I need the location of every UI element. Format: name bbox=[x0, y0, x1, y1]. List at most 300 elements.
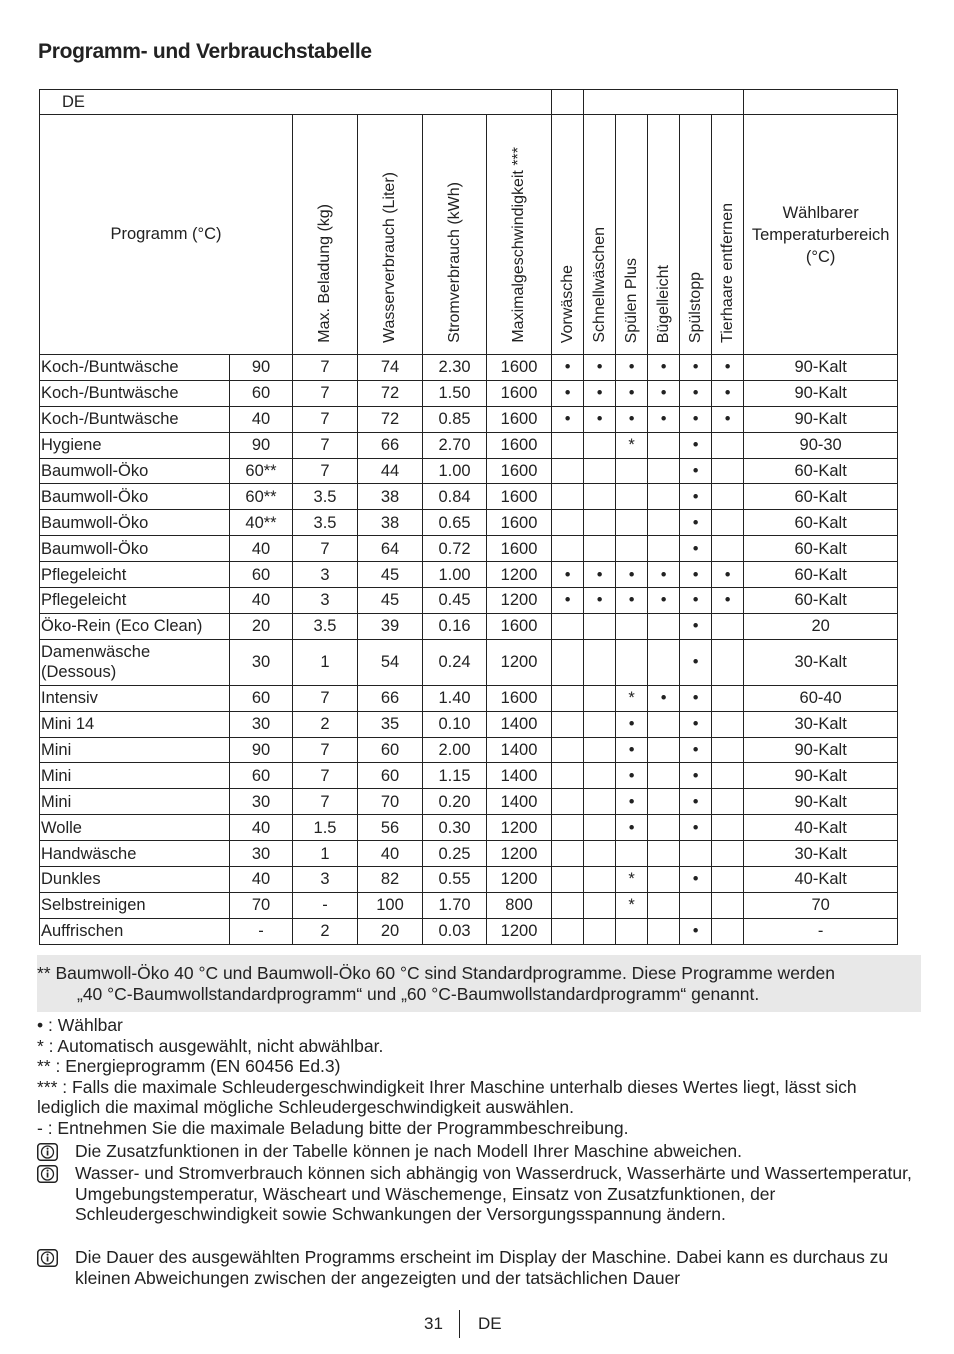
table-cell: * bbox=[616, 892, 648, 918]
table-cell: 90-30 bbox=[744, 432, 898, 458]
table-cell: 30-Kalt bbox=[744, 639, 898, 685]
table-cell bbox=[552, 737, 584, 763]
table-cell: 1200 bbox=[487, 841, 552, 867]
table-cell bbox=[648, 892, 680, 918]
table-cell: • bbox=[616, 380, 648, 406]
table-cell: 56 bbox=[358, 815, 423, 841]
legend-item: - : Entnehmen Sie die maximale Beladung bitte der Programmbeschreibung. bbox=[37, 1117, 629, 1138]
table-cell: • bbox=[584, 562, 616, 588]
table-cell: 60 bbox=[358, 737, 423, 763]
program-name-cell: Damenwäsche (Dessous) bbox=[40, 639, 230, 685]
table-cell: 90 bbox=[230, 355, 293, 381]
table-cell: 1600 bbox=[487, 613, 552, 639]
table-cell: • bbox=[712, 562, 744, 588]
table-cell: 7 bbox=[293, 458, 358, 484]
header-prewash: Vorwäsche bbox=[558, 264, 576, 343]
info-icon bbox=[37, 1143, 58, 1161]
table-cell: 7 bbox=[293, 355, 358, 381]
table-cell: 90-Kalt bbox=[744, 789, 898, 815]
info-note-3 bbox=[37, 1247, 921, 1288]
header-speed: Maximalgeschwindigkeit *** bbox=[510, 147, 528, 343]
table-cell: • bbox=[552, 380, 584, 406]
legend-item: lediglich die maximal mögliche Schleudergeschwindigkeit auswählen. bbox=[37, 1097, 574, 1117]
table-cell bbox=[584, 815, 616, 841]
table-cell: 0.72 bbox=[423, 536, 487, 562]
table-cell: • bbox=[648, 355, 680, 381]
table-cell bbox=[712, 639, 744, 685]
info-icon bbox=[37, 1249, 58, 1267]
table-cell bbox=[616, 613, 648, 639]
header-rinsehold: Spülstopp bbox=[686, 271, 704, 343]
table-cell bbox=[648, 432, 680, 458]
header-water: Wasserverbrauch (Liter) bbox=[381, 171, 398, 343]
table-cell: • bbox=[680, 639, 712, 685]
table-cell bbox=[712, 892, 744, 918]
table-cell: 60-Kalt bbox=[744, 510, 898, 536]
table-cell bbox=[552, 510, 584, 536]
table-cell: 74 bbox=[358, 355, 423, 381]
table-cell: 3 bbox=[293, 588, 358, 614]
table-cell: • bbox=[616, 737, 648, 763]
header-pethair: Tierhaare entfernen bbox=[718, 203, 736, 343]
table-cell: • bbox=[584, 380, 616, 406]
table-cell bbox=[584, 711, 616, 737]
table-cell: 40-Kalt bbox=[744, 815, 898, 841]
table-cell: 1.5 bbox=[293, 815, 358, 841]
table-cell: * bbox=[616, 685, 648, 711]
table-cell: 3.5 bbox=[293, 613, 358, 639]
page-title: Programm- und Verbrauchstabelle bbox=[38, 40, 372, 63]
table-cell bbox=[648, 639, 680, 685]
table-cell: 20 bbox=[230, 613, 293, 639]
table-cell: 70 bbox=[744, 892, 898, 918]
table-cell: 100 bbox=[358, 892, 423, 918]
table-row bbox=[40, 484, 898, 510]
table-cell: 1.15 bbox=[423, 763, 487, 789]
info-note-2 bbox=[37, 1163, 921, 1225]
table-cell: 82 bbox=[358, 867, 423, 893]
table-cell bbox=[680, 841, 712, 867]
table-cell: 1400 bbox=[487, 789, 552, 815]
table-cell: 3.5 bbox=[293, 484, 358, 510]
program-name-cell: Öko-Rein (Eco Clean) bbox=[40, 613, 230, 639]
table-row bbox=[40, 406, 898, 432]
table-row bbox=[40, 841, 898, 867]
table-cell bbox=[648, 867, 680, 893]
program-name-cell: Baumwoll-Öko bbox=[40, 510, 230, 536]
table-cell: 1.00 bbox=[423, 458, 487, 484]
table-cell bbox=[648, 510, 680, 536]
table-cell bbox=[584, 510, 616, 536]
table-cell: 1600 bbox=[487, 458, 552, 484]
header-power: Stromverbrauch (kWh) bbox=[445, 182, 463, 343]
table-cell bbox=[616, 510, 648, 536]
page-number: 31 bbox=[424, 1314, 443, 1333]
table-cell: 60 bbox=[230, 380, 293, 406]
table-cell: 3 bbox=[293, 562, 358, 588]
table-cell bbox=[584, 892, 616, 918]
table-cell: • bbox=[680, 536, 712, 562]
legend-item: * : Automatisch ausgewählt, nicht abwählbar. bbox=[37, 1035, 384, 1056]
table-cell: 0.30 bbox=[423, 815, 487, 841]
table-cell: 60-Kalt bbox=[744, 458, 898, 484]
table-cell bbox=[584, 789, 616, 815]
table-cell: • bbox=[616, 789, 648, 815]
table-cell: 1200 bbox=[487, 918, 552, 944]
table-cell: 1400 bbox=[487, 711, 552, 737]
table-cell: 1.40 bbox=[423, 685, 487, 711]
table-cell bbox=[584, 763, 616, 789]
table-cell: • bbox=[552, 588, 584, 614]
header-iron: Bügelleicht bbox=[654, 264, 672, 343]
table-cell: 1400 bbox=[487, 737, 552, 763]
table-cell: 0.25 bbox=[423, 841, 487, 867]
table-cell: 90-Kalt bbox=[744, 763, 898, 789]
table-cell: 7 bbox=[293, 685, 358, 711]
table-cell: • bbox=[680, 562, 712, 588]
table-cell: • bbox=[680, 380, 712, 406]
table-cell bbox=[712, 841, 744, 867]
table-cell: 30-Kalt bbox=[744, 711, 898, 737]
table-cell: 1600 bbox=[487, 510, 552, 536]
table-cell bbox=[712, 763, 744, 789]
table-cell: 1200 bbox=[487, 815, 552, 841]
table-cell: 54 bbox=[358, 639, 423, 685]
table-cell: 30-Kalt bbox=[744, 841, 898, 867]
table-cell bbox=[648, 789, 680, 815]
table-cell bbox=[712, 867, 744, 893]
program-name-cell: Selbstreinigen bbox=[40, 892, 230, 918]
table-cell: * bbox=[616, 867, 648, 893]
table-row bbox=[40, 918, 898, 944]
table-cell bbox=[584, 867, 616, 893]
table-cell bbox=[712, 510, 744, 536]
table-cell: • bbox=[680, 815, 712, 841]
program-name-cell: Koch-/Buntwäsche bbox=[40, 380, 230, 406]
table-cell: 40-Kalt bbox=[744, 867, 898, 893]
table-cell: 1600 bbox=[487, 484, 552, 510]
table-cell bbox=[712, 458, 744, 484]
table-row bbox=[40, 789, 898, 815]
table-cell bbox=[616, 841, 648, 867]
info-text: Die Zusatzfunktionen in der Tabelle können je nach Modell Ihrer Maschine abweichen. bbox=[75, 1141, 743, 1161]
table-cell: 0.20 bbox=[423, 789, 487, 815]
table-cell: 66 bbox=[358, 432, 423, 458]
table-cell: • bbox=[616, 763, 648, 789]
table-cell: * bbox=[616, 432, 648, 458]
table-cell bbox=[648, 711, 680, 737]
table-cell: 2 bbox=[293, 918, 358, 944]
table-cell: 70 bbox=[358, 789, 423, 815]
table-cell: 40 bbox=[230, 867, 293, 893]
program-name-cell: Baumwoll-Öko bbox=[40, 536, 230, 562]
table-cell: 60 bbox=[230, 562, 293, 588]
table-cell: 30 bbox=[230, 711, 293, 737]
table-row bbox=[40, 737, 898, 763]
table-cell bbox=[584, 613, 616, 639]
table-cell bbox=[584, 484, 616, 510]
table-cell: • bbox=[584, 588, 616, 614]
table-cell: • bbox=[616, 711, 648, 737]
table-cell: • bbox=[648, 588, 680, 614]
table-cell bbox=[552, 867, 584, 893]
table-cell bbox=[552, 536, 584, 562]
table-cell: 30 bbox=[230, 639, 293, 685]
table-cell: 60-Kalt bbox=[744, 588, 898, 614]
program-name-cell: Mini bbox=[40, 789, 230, 815]
table-cell bbox=[584, 918, 616, 944]
table-row bbox=[40, 510, 898, 536]
table-cell bbox=[584, 685, 616, 711]
table-cell bbox=[552, 789, 584, 815]
table-cell: • bbox=[712, 588, 744, 614]
table-cell: • bbox=[552, 355, 584, 381]
table-row bbox=[40, 867, 898, 893]
table-cell: 3.5 bbox=[293, 510, 358, 536]
table-cell: • bbox=[552, 562, 584, 588]
table-cell bbox=[712, 685, 744, 711]
table-cell: 70 bbox=[230, 892, 293, 918]
table-cell bbox=[552, 763, 584, 789]
table-cell: • bbox=[680, 918, 712, 944]
table-cell: 1600 bbox=[487, 380, 552, 406]
table-cell: • bbox=[616, 588, 648, 614]
table-cell: • bbox=[680, 737, 712, 763]
table-cell bbox=[552, 711, 584, 737]
table-cell: • bbox=[648, 685, 680, 711]
table-cell: • bbox=[616, 562, 648, 588]
table-cell: 7 bbox=[293, 432, 358, 458]
program-name-cell: Koch-/Buntwäsche bbox=[40, 355, 230, 381]
table-cell: 2 bbox=[293, 711, 358, 737]
header-temp: Wählbarer Temperaturbereich (°C) bbox=[744, 115, 898, 355]
table-cell: • bbox=[680, 867, 712, 893]
table-row bbox=[40, 432, 898, 458]
table-cell: • bbox=[584, 355, 616, 381]
table-cell: 1200 bbox=[487, 867, 552, 893]
table-cell bbox=[712, 432, 744, 458]
table-cell: • bbox=[680, 355, 712, 381]
table-cell: 90-Kalt bbox=[744, 355, 898, 381]
table-cell: 45 bbox=[358, 588, 423, 614]
table-row bbox=[40, 639, 898, 685]
table-cell: 60 bbox=[358, 763, 423, 789]
table-cell bbox=[616, 639, 648, 685]
table-cell bbox=[584, 536, 616, 562]
table-cell: 40 bbox=[230, 588, 293, 614]
table-cell: 0.24 bbox=[423, 639, 487, 685]
table-cell: 1.70 bbox=[423, 892, 487, 918]
table-cell: 60 bbox=[230, 763, 293, 789]
program-name-cell: Handwäsche bbox=[40, 841, 230, 867]
table-cell: 39 bbox=[358, 613, 423, 639]
legend-item: *** : Falls die maximale Schleudergeschwindigkeit Ihrer Maschine unterhalb dieses Wertes liegt, lässt sich bbox=[37, 1076, 857, 1097]
table-cell: 20 bbox=[358, 918, 423, 944]
table-row bbox=[40, 588, 898, 614]
table-cell: 64 bbox=[358, 536, 423, 562]
note-line-2: „40 °C-Baumwollstandardprogramm“ und „60 °C-Baumwollstandardprogramm“ genannt. bbox=[77, 984, 760, 1004]
table-cell: 44 bbox=[358, 458, 423, 484]
table-cell: 1600 bbox=[487, 536, 552, 562]
standard-program-note bbox=[37, 955, 921, 1012]
table-cell: 1200 bbox=[487, 639, 552, 685]
program-name-cell: Intensiv bbox=[40, 685, 230, 711]
table-row bbox=[40, 685, 898, 711]
program-name-cell: Mini bbox=[40, 737, 230, 763]
table-cell bbox=[584, 737, 616, 763]
program-name-cell: Dunkles bbox=[40, 867, 230, 893]
table-cell bbox=[552, 458, 584, 484]
table-cell: • bbox=[680, 711, 712, 737]
table-cell bbox=[616, 458, 648, 484]
table-cell: 1200 bbox=[487, 562, 552, 588]
table-cell bbox=[648, 613, 680, 639]
table-cell bbox=[712, 789, 744, 815]
table-cell: 0.16 bbox=[423, 613, 487, 639]
table-cell bbox=[648, 841, 680, 867]
note-line-1: ** Baumwoll-Öko 40 °C und Baumwoll-Öko 60 °C sind Standardprogramme. Diese Programme werden bbox=[37, 963, 835, 983]
table-cell: 7 bbox=[293, 380, 358, 406]
table-cell bbox=[648, 815, 680, 841]
table-cell bbox=[712, 536, 744, 562]
table-cell bbox=[584, 432, 616, 458]
table-cell bbox=[552, 639, 584, 685]
table-cell: • bbox=[680, 763, 712, 789]
table-cell bbox=[584, 639, 616, 685]
table-cell: 30 bbox=[230, 841, 293, 867]
table-cell bbox=[712, 613, 744, 639]
table-row bbox=[40, 536, 898, 562]
table-cell: 60 bbox=[230, 685, 293, 711]
table-cell bbox=[552, 484, 584, 510]
table-cell: 0.55 bbox=[423, 867, 487, 893]
table-cell: 7 bbox=[293, 789, 358, 815]
table-row bbox=[40, 355, 898, 381]
table-cell: 60-Kalt bbox=[744, 484, 898, 510]
table-cell: 90 bbox=[230, 432, 293, 458]
program-name-cell: Auffrischen bbox=[40, 918, 230, 944]
table-cell bbox=[552, 918, 584, 944]
table-cell: - bbox=[293, 892, 358, 918]
table-cell: • bbox=[680, 406, 712, 432]
header-rinse: Spülen Plus bbox=[622, 257, 640, 343]
table-cell: 30 bbox=[230, 789, 293, 815]
table-cell: 60** bbox=[230, 458, 293, 484]
table-cell: 7 bbox=[293, 536, 358, 562]
table-row bbox=[40, 892, 898, 918]
legend bbox=[37, 1015, 921, 1138]
table-cell: 90-Kalt bbox=[744, 406, 898, 432]
table-cell bbox=[616, 484, 648, 510]
table-row bbox=[40, 562, 898, 588]
table-row bbox=[40, 763, 898, 789]
table-cell: 60-Kalt bbox=[744, 562, 898, 588]
footer-lang: DE bbox=[478, 1314, 502, 1333]
table-cell: • bbox=[712, 406, 744, 432]
table-cell: 40 bbox=[230, 406, 293, 432]
table-cell: 0.84 bbox=[423, 484, 487, 510]
table-cell: 1.50 bbox=[423, 380, 487, 406]
table-cell bbox=[552, 841, 584, 867]
table-cell: • bbox=[552, 406, 584, 432]
table-cell bbox=[680, 892, 712, 918]
table-cell: 60** bbox=[230, 484, 293, 510]
table-cell bbox=[648, 484, 680, 510]
table-cell: 90-Kalt bbox=[744, 380, 898, 406]
table-cell: 0.10 bbox=[423, 711, 487, 737]
table-cell: 1400 bbox=[487, 763, 552, 789]
header-program: Programm (°C) bbox=[40, 115, 293, 355]
table-cell: 7 bbox=[293, 763, 358, 789]
table-row bbox=[40, 815, 898, 841]
table-cell: 2.30 bbox=[423, 355, 487, 381]
table-cell: • bbox=[616, 815, 648, 841]
header-quick: Schnellwäschen bbox=[590, 227, 608, 343]
table-cell: • bbox=[680, 510, 712, 536]
table-cell: 1 bbox=[293, 639, 358, 685]
table-cell: • bbox=[680, 613, 712, 639]
table-cell: 45 bbox=[358, 562, 423, 588]
table-cell: 60-40 bbox=[744, 685, 898, 711]
table-cell: 90 bbox=[230, 737, 293, 763]
table-cell bbox=[552, 685, 584, 711]
table-cell bbox=[712, 737, 744, 763]
program-name-cell: Mini 14 bbox=[40, 711, 230, 737]
table-cell: • bbox=[584, 406, 616, 432]
program-name-cell: Baumwoll-Öko bbox=[40, 458, 230, 484]
table-row bbox=[40, 711, 898, 737]
program-name-cell: Baumwoll-Öko bbox=[40, 484, 230, 510]
table-cell: 72 bbox=[358, 380, 423, 406]
table-cell: 20 bbox=[744, 613, 898, 639]
table-cell bbox=[616, 918, 648, 944]
program-name-cell: Pflegeleicht bbox=[40, 588, 230, 614]
table-cell: 1200 bbox=[487, 588, 552, 614]
table-cell: - bbox=[744, 918, 898, 944]
info-text: Wasser- und Stromverbrauch können sich abhängig von Wasserdruck, Wasserhärte und Wassertemperatur, Umgebungstemperatur, Wäscheart und Wäschemenge, Einsatz von Zusatzfunktionen, der Schleudergeschwindigkeit sowie Schwankungen der Versorgungsspannung ändern. bbox=[75, 1163, 912, 1224]
table-cell: 7 bbox=[293, 737, 358, 763]
table-cell: 0.85 bbox=[423, 406, 487, 432]
table-row bbox=[40, 380, 898, 406]
table-cell: 1 bbox=[293, 841, 358, 867]
legend-item: ** : Energieprogramm (EN 60456 Ed.3) bbox=[37, 1056, 341, 1076]
table-cell: 0.65 bbox=[423, 510, 487, 536]
table-cell: 40 bbox=[230, 536, 293, 562]
program-name-cell: Wolle bbox=[40, 815, 230, 841]
table-cell bbox=[712, 711, 744, 737]
table-cell: • bbox=[680, 588, 712, 614]
table-cell: • bbox=[680, 685, 712, 711]
table-cell bbox=[648, 536, 680, 562]
table-cell bbox=[552, 892, 584, 918]
table-cell: 1600 bbox=[487, 355, 552, 381]
program-name-cell: Pflegeleicht bbox=[40, 562, 230, 588]
table-cell: 7 bbox=[293, 406, 358, 432]
table-cell: • bbox=[648, 380, 680, 406]
table-cell: • bbox=[712, 380, 744, 406]
table-cell bbox=[552, 432, 584, 458]
table-cell: 60-Kalt bbox=[744, 536, 898, 562]
table-row bbox=[40, 613, 898, 639]
table-cell bbox=[712, 918, 744, 944]
legend-item: • : Wählbar bbox=[37, 1015, 123, 1035]
table-cell: 0.45 bbox=[423, 588, 487, 614]
table-cell bbox=[648, 737, 680, 763]
info-text: Die Dauer des ausgewählten Programms erscheint im Display der Maschine. Dabei kann es durchaus zu kleinen Abweichungen zwischen der angezeigten und der tatsächlichen Dauer bbox=[75, 1247, 889, 1288]
table-cell: • bbox=[680, 432, 712, 458]
table-cell: 40 bbox=[358, 841, 423, 867]
table-cell: 800 bbox=[487, 892, 552, 918]
